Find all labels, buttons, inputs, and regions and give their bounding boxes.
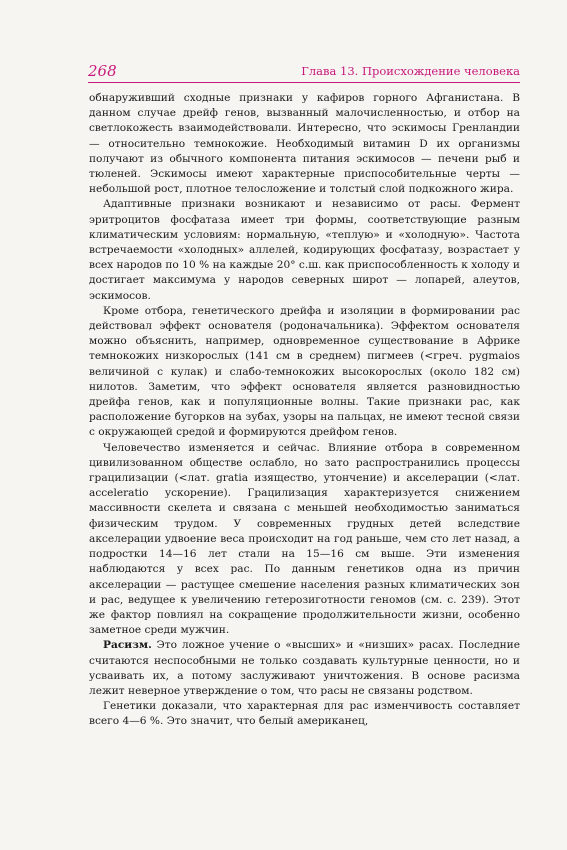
paragraph-continuation: обнаруживший сходные признаки у кафиров горного Афганистана. В данном случае дрейф генов, вызванный малочисленностью, и отбор на светлокожесть взаимодействовали. Интересно, что эскимосы Гренландии — относительно темнокожие. Необходимый витамин D их организмы получают из обычного компонента питания эскимосов — печени рыб и тюленей. Эскимосы имеют характерные приспособительные черты — небольшой рост, плотное телосложение и толстый слой подкожного жира.	[89, 92, 520, 196]
body-text	[89, 91, 520, 730]
paragraph-adaptive-traits: Адаптивные признаки возникают и независимо от расы. Фермент эритроцитов фосфатаза имеет три формы, соответствующие разным климатическим условиям: нормальную, «теплую» и «холодную». Частота встречаемости «холодных» аллелей, кодирующих фосфатазу, возрастает у всех народов по 10 % на каждые 20° с.ш. как приспособленность к холоду и достигает максимума у народов северных широт — лопарей, алеутов, эскимосов.	[89, 198, 520, 302]
racism-term: Расизм.	[103, 639, 152, 652]
chapter-title: Глава 13. Происхождение человека	[301, 64, 520, 78]
paragraph-racism	[89, 638, 520, 699]
header-rule	[88, 82, 520, 83]
paragraph-founder-effect: Кроме отбора, генетического дрейфа и изоляции в формировании рас действовал эффект основателя (родоначальника). Эффектом основателя можно объяснить, например, одновременное существование в Африке темнокожих низкорослых (141 см в среднем) пигмеев (<греч. pygmaios величиной с кулак) и слабо-темнокожих высокорослых (около 182 см) нилотов. Заметим, что эффект основателя является разновидностью дрейфа генов, как и популяционные волны. Такие признаки рас, как расположение бугорков на зубах, узоры на пальцах, не имеют тесной связи с окружающей средой и формируются дрейфом генов.	[89, 304, 520, 439]
running-header	[88, 62, 520, 84]
page-number: 268	[88, 62, 117, 80]
racism-text: Это ложное учение о «высших» и «низших» расах. Последние считаются неспособными не только создавать культурные ценности, но и усваивать их, а потому заслуживают уничтожения. В основе расизма лежит неверное утверждение о том, что расы не связаны родством.	[89, 639, 520, 697]
paragraph-genetics: Генетики доказали, что характерная для рас изменчивость составляет всего 4—6 %. Это значит, что белый американец,	[89, 700, 520, 728]
paragraph-humanity-changes: Человечество изменяется и сейчас. Влияние отбора в современном цивилизованном обществе ослабло, но зато распространились процессы грацилизации (<лат. gratia изящество, утончение) и акселерации (<лат. acceleratio ускорение). Грацилизация характеризуется снижением массивности скелета и связана с меньшей необходимостью заниматься физическим трудом. У современных грудных детей вследствие акселерации удвоение веса происходит на год раньше, чем сто лет назад, а подростки 14—16 лет стали на 15—16 см выше. Эти изменения наблюдаются у всех рас. По данным генетиков одна из причин акселерации — растущее смешение населения разных климатических зон и рас, ведущее к увеличению гетерозиготности геномов (см. с. 239). Этот же фактор повлиял на сокращение продолжительности жизни, особенно заметное среди мужчин.	[89, 441, 520, 637]
